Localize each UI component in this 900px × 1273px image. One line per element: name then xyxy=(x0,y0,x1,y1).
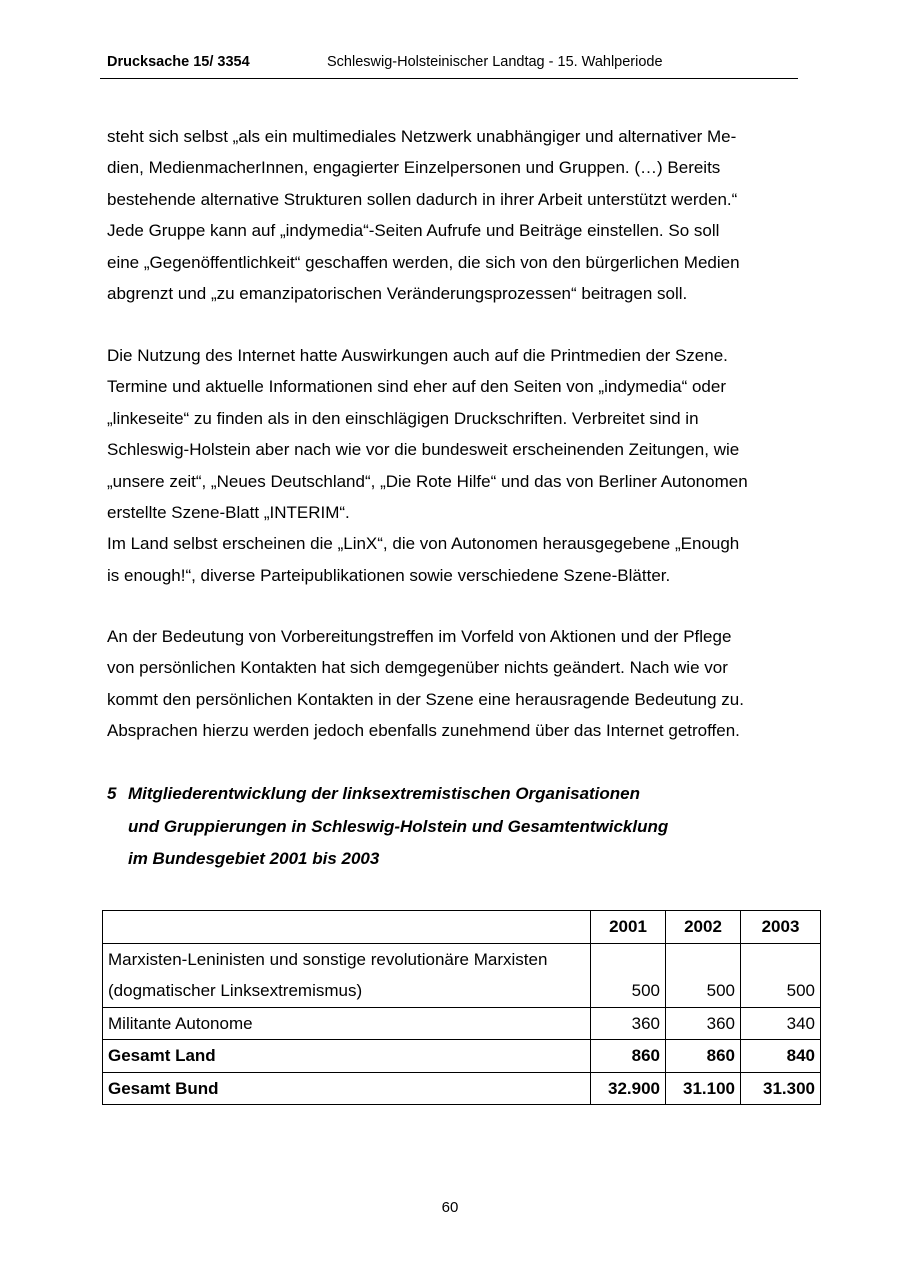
text-line: „unsere zeit“, „Neues Deutschland“, „Die Rote Hilfe“ und das von Berliner Autonomen xyxy=(107,471,748,491)
page-number: 60 xyxy=(441,1199,459,1216)
row-label-line: Marxisten-Leninisten und sonstige revolutionäre Marxisten xyxy=(108,949,548,969)
text-line: dien, MedienmacherInnen, engagierter Einzelpersonen und Gruppen. (…) Bereits xyxy=(107,158,721,178)
section-title-line: und Gruppierungen in Schleswig-Holstein und Gesamtentwicklung xyxy=(128,816,669,836)
table-cell: 860 xyxy=(591,1040,666,1073)
text-line: steht sich selbst „als ein multimediales Netzwerk unabhängiger und alternativer Me- xyxy=(107,127,737,146)
drucksache-number: Drucksache 15/ 3354 xyxy=(107,54,250,70)
paragraph-1 xyxy=(107,121,827,309)
table-cell: 360 xyxy=(591,1007,666,1040)
section-number: 5 xyxy=(107,784,117,803)
row-label-line: (dogmatischer Linksextremismus) xyxy=(108,981,363,1000)
text-line: erstellte Szene-Blatt „INTERIM“. xyxy=(107,503,350,523)
table-cell: 500 xyxy=(666,943,741,1007)
landtag-title: Schleswig-Holsteinischer Landtag - 15. Wahlperiode xyxy=(327,54,663,70)
table-cell: 32.900 xyxy=(591,1072,666,1105)
text-line: Im Land selbst erscheinen die „LinX“, die von Autonomen herausgegebene „Enough xyxy=(107,534,740,554)
text-line: „linkeseite“ zu finden als in den einschlägigen Druckschriften. Verbreitet sind in xyxy=(107,408,699,428)
table-cell: 31.300 xyxy=(741,1072,821,1105)
table-header-row xyxy=(103,911,821,944)
table-header-cell: 2002 xyxy=(666,911,741,944)
table-row-total-bund xyxy=(103,1072,821,1105)
table-cell: 31.100 xyxy=(666,1072,741,1105)
text-line: Schleswig-Holstein aber nach wie vor die bundesweit erscheinenden Zeitungen, wie xyxy=(107,440,740,460)
table-row xyxy=(103,1007,821,1040)
row-label xyxy=(103,943,591,1007)
text-line: Termine und aktuelle Informationen sind eher auf den Seiten von „indymedia“ oder xyxy=(107,377,726,397)
membership-table xyxy=(102,910,821,1105)
row-label: Gesamt Land xyxy=(103,1040,591,1073)
table-cell: 340 xyxy=(741,1007,821,1040)
table-header-cell: 2001 xyxy=(591,911,666,944)
table-cell: 840 xyxy=(741,1040,821,1073)
table-cell: 500 xyxy=(741,943,821,1007)
table-cell: 860 xyxy=(666,1040,741,1073)
text-line: Jede Gruppe kann auf „indymedia“-Seiten Aufrufe und Beiträge einstellen. So soll xyxy=(107,221,720,241)
table-cell: 360 xyxy=(666,1007,741,1040)
text-line: kommt den persönlichen Kontakten in der Szene eine herausragende Bedeutung zu. xyxy=(107,689,744,709)
text-line: abgrenzt und „zu emanzipatorischen Veränderungsprozessen“ beitragen soll. xyxy=(107,284,688,304)
text-line: bestehende alternative Strukturen sollen dadurch in ihrer Arbeit unterstützt werden.“ xyxy=(107,189,738,209)
section-heading xyxy=(107,778,827,876)
paragraph-2 xyxy=(107,340,827,591)
section-title-line: im Bundesgebiet 2001 bis 2003 xyxy=(128,849,380,868)
text-line: Die Nutzung des Internet hatte Auswirkungen auch auf die Printmedien der Szene. xyxy=(107,346,728,365)
text-line: eine „Gegenöffentlichkeit“ geschaffen werden, die sich von den bürgerlichen Medien xyxy=(107,252,740,272)
table-header-cell: 2003 xyxy=(741,911,821,944)
text-line: Absprachen hierzu werden jedoch ebenfalls zunehmend über das Internet getroffen. xyxy=(107,721,740,741)
row-label: Gesamt Bund xyxy=(103,1072,591,1105)
table-header-cell xyxy=(103,911,591,944)
row-label: Militante Autonome xyxy=(103,1007,591,1040)
table-row-total-land xyxy=(103,1040,821,1073)
table-row xyxy=(103,943,821,1007)
section-title-line: Mitgliederentwicklung der linksextremistischen Organisationen xyxy=(128,784,641,803)
table-cell: 500 xyxy=(591,943,666,1007)
text-line: is enough!“, diverse Parteipublikationen sowie verschiedene Szene-Blätter. xyxy=(107,565,671,585)
paragraph-3 xyxy=(107,621,827,747)
text-line: An der Bedeutung von Vorbereitungstreffen im Vorfeld von Aktionen und der Pflege xyxy=(107,627,732,646)
text-line: von persönlichen Kontakten hat sich demgegenüber nichts geändert. Nach wie vor xyxy=(107,658,728,678)
page-header xyxy=(100,50,798,79)
